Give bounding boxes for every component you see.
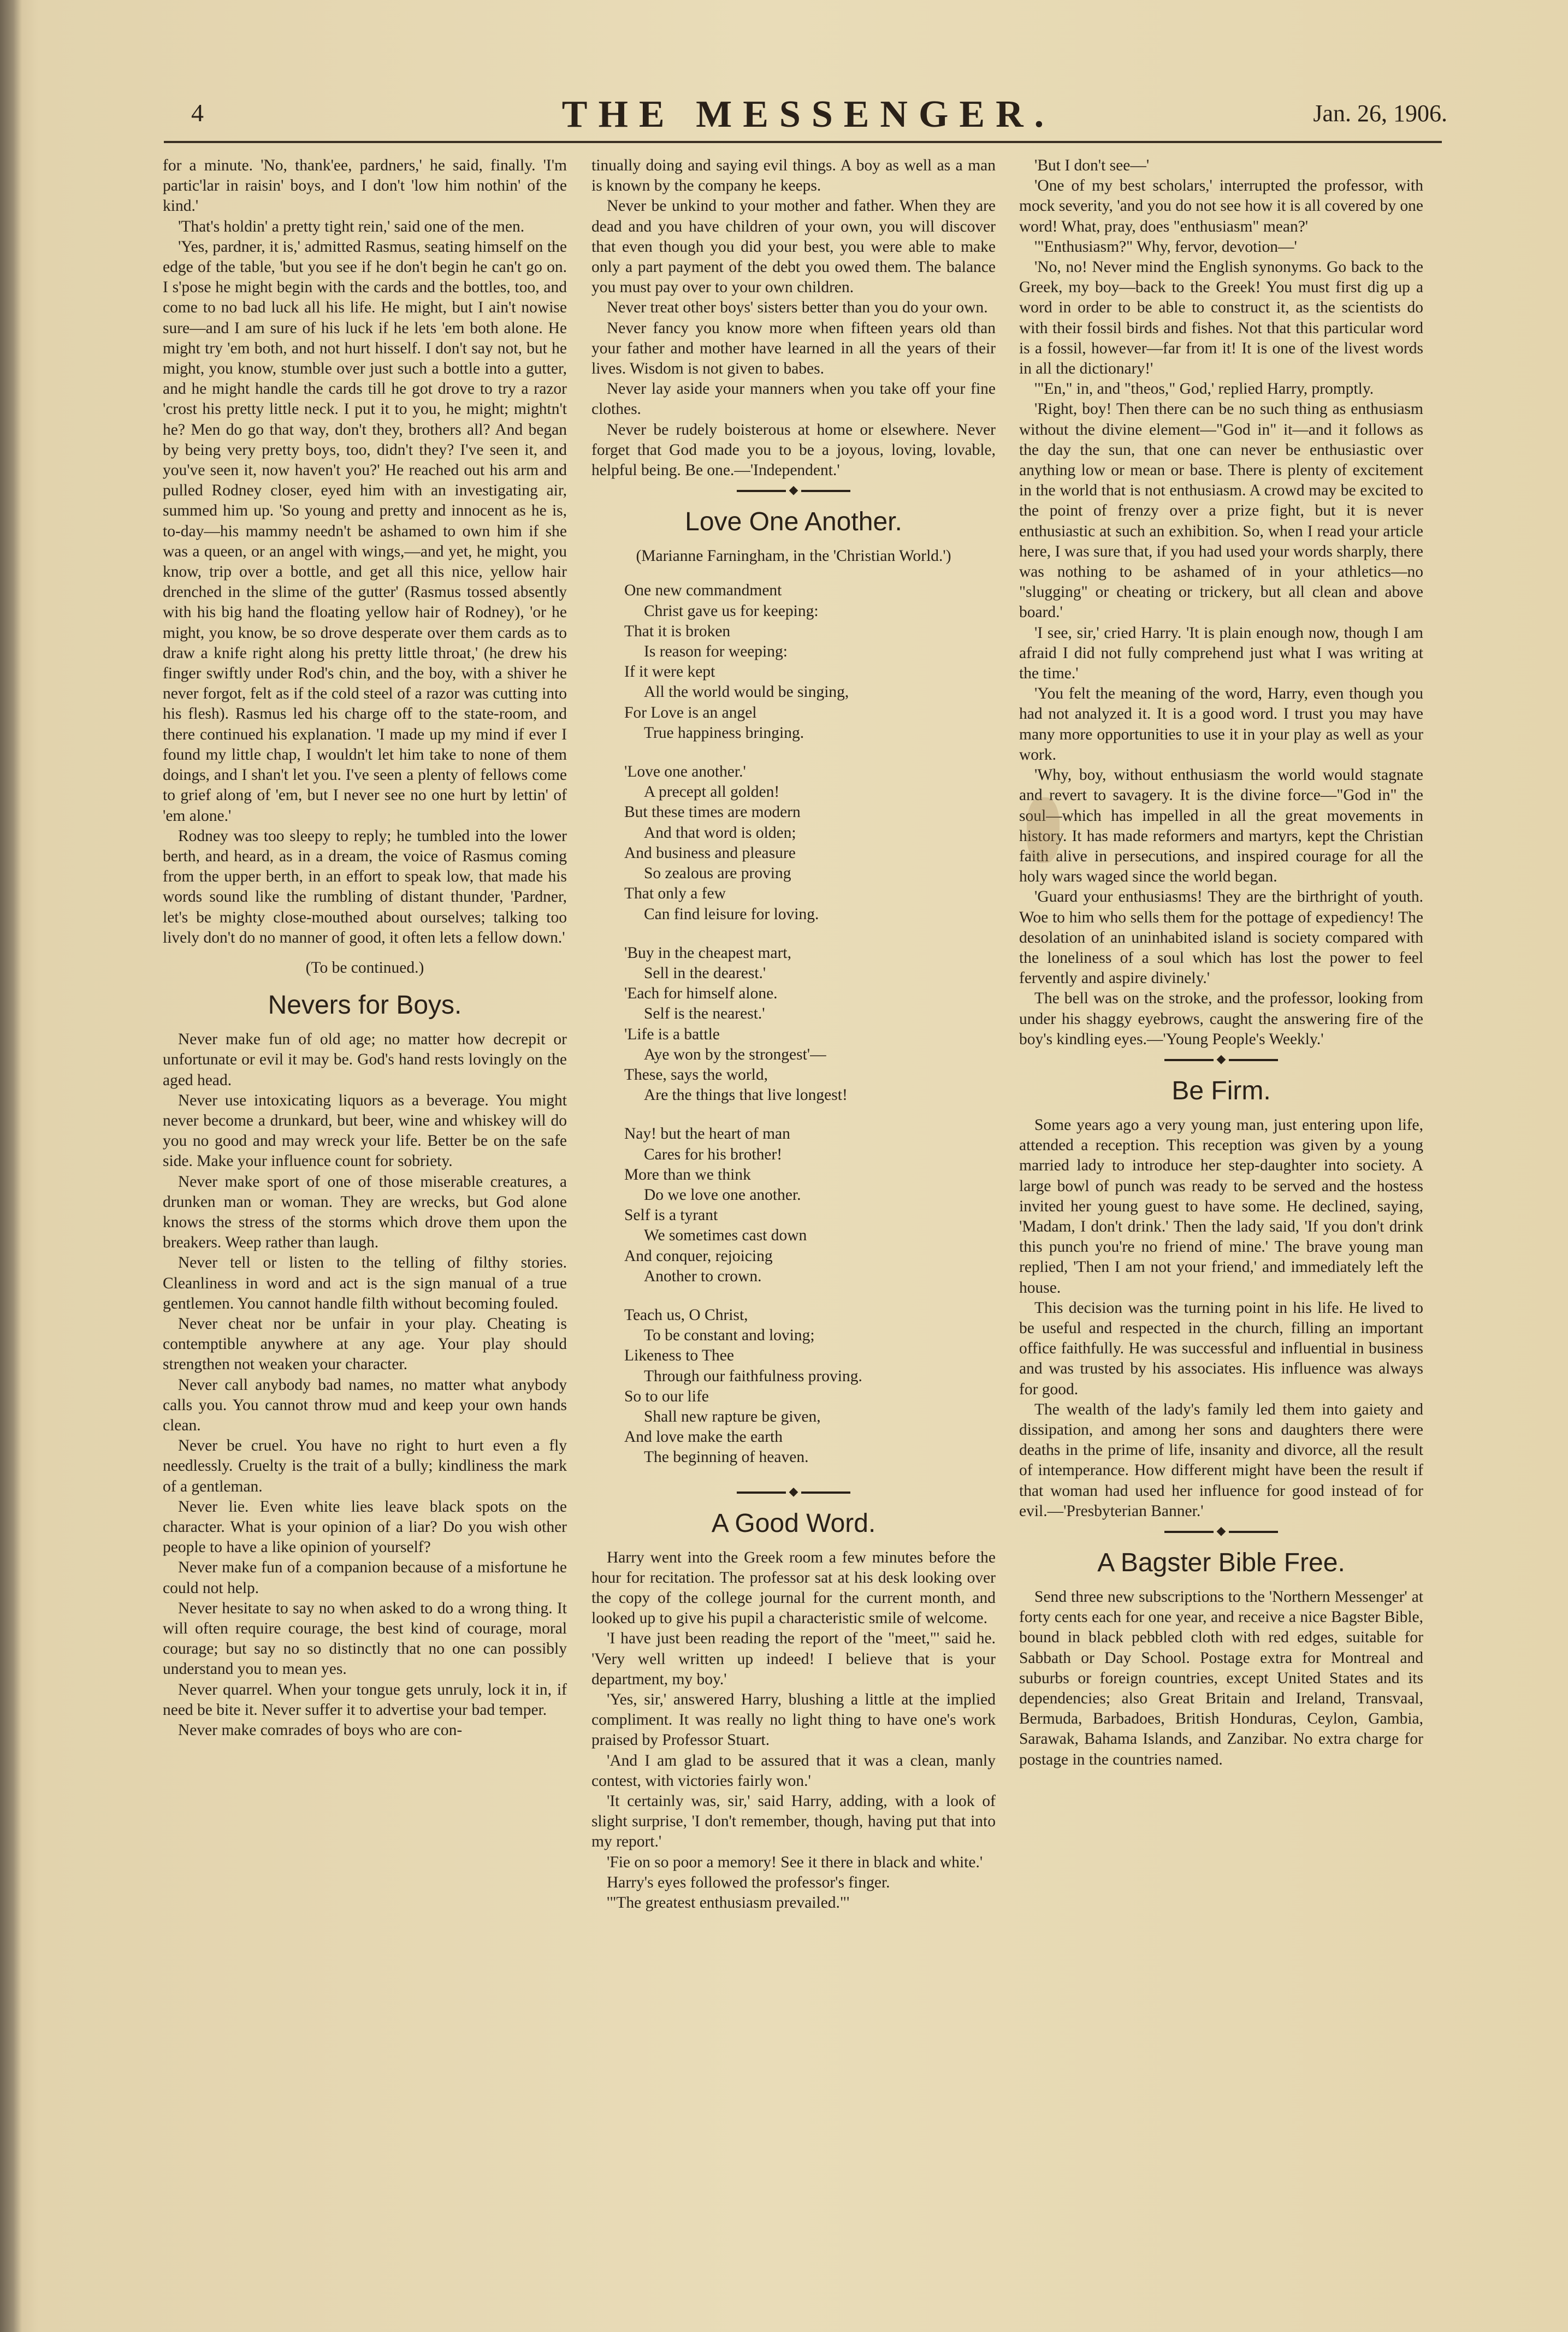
nevers-item: Never fancy you know more when fifteen years old than your father and mother have learned in all the years of their lives. Wisdom is not given to babes. [591,319,996,378]
poem-line: Self is a tyrant [624,1206,718,1224]
poem-source: (Marianne Farningham, in the 'Christian World.') [636,547,951,565]
poem-line: 'Buy in the cheapest mart, [624,944,791,962]
section-divider: ◆ [1019,1054,1423,1064]
poem-line: One new commandment [624,582,782,600]
poem-line: The beginning of heaven. [644,1448,809,1466]
column-2 [591,156,996,1913]
header-rule [164,141,1442,143]
poem-line: Can find leisure for loving. [644,905,819,923]
poem-stanza [624,762,996,925]
article-paragraph: 'Yes, sir,' answered Harry, blushing a little at the implied compliment. It was really no light thing to have one's work praised by Professor Stuart. [591,1691,996,1749]
article-paragraph: 'But I don't see—' [1034,157,1150,174]
poem-line: True happiness bringing. [644,724,804,742]
article-paragraph: 'It certainly was, sir,' said Harry, adding, with a look of slight surprise, 'I don't remember, though, having put that into my report.' [591,1792,996,1851]
article-paragraph: 'Guard your enthusiasms! They are the birthright of youth. Woe to him who sells them for the pottage of expediency! The desolation of an uninhabited island is society compared with the loneliness of a soul which has lost the power to feel fervently and aspire divinely.' [1019,888,1423,987]
binding-edge [0,0,22,2332]
article-paragraph: 'You felt the meaning of the word, Harry, even though you had not analyzed it. It is a good word. I trust you may have many more opportunities to use it in your play as well as your work. [1019,685,1423,763]
article-paragraph: Harry went into the Greek room a few minutes before the hour for recitation. The professor sat at his desk looking over the copy of the college journal for the current month, and looked up to give his pupil a characteristic smile of welcome. [591,1548,996,1627]
article-paragraph: 'Why, boy, without enthusiasm the world would stagnate and revert to savagery. It is the divine force—"God in" the soul—which has impelled in all the great movements in history. It has made reformers and martyrs, kept the Christian faith alive in persecutions, and inspired courage for all the holy wars waged since the world began. [1019,766,1423,886]
article-title-bible: A Bagster Bible Free. [1097,1548,1345,1577]
masthead: THE MESSENGER. [561,93,1055,135]
poem-line: So zealous are proving [644,865,791,883]
column-3 [1019,156,1423,1770]
poem-line: Self is the nearest.' [644,1005,765,1023]
article-title-be-firm: Be Firm. [1171,1076,1271,1105]
poem-stanza [624,943,996,1106]
article-paragraph: The bell was on the stroke, and the professor, looking from under his shaggy eyebrows, caught the answering fire of the boy's kindling eyes.—'Young People's Weekly.' [1019,990,1423,1048]
poem-stanza [624,1305,996,1468]
poem-line: More than we think [624,1165,751,1183]
poem-line: 'Life is a battle [624,1025,720,1043]
poem-line: 'Love one another.' [624,763,746,781]
poem-line: These, says the world, [624,1066,768,1084]
nevers-item: Never make fun of old age; no matter how decrepit or unfortunate or evil it may be. God's hand rests lovingly on the aged head. [163,1031,567,1089]
poem-line: Are the things that live longest! [644,1086,848,1104]
poem-line: If it were kept [624,663,715,681]
article-paragraph: This decision was the turning point in his life. He lived to be useful and respected in the church, filling an important office faithfully. He was successful and influential in business and was trusted by his associates. His influence was always for good. [1019,1299,1423,1398]
nevers-item: Never hesitate to say no when asked to do a wrong thing. It will often require courage, the best kind of courage, moral courage; but say no so distinctly that no one can possibly understand you to mean yes. [163,1599,567,1678]
poem-line: But these times are modern [624,803,801,821]
poem-line: Aye won by the strongest'— [644,1045,826,1063]
article-paragraph: Harry's eyes followed the professor's finger. [607,1873,890,1891]
article-paragraph: '"The greatest enthusiasm prevailed."' [607,1894,850,1912]
article-paragraph: 'I have just been reading the report of the "meet,"' said he. 'Very well written up indeed! I believe that is your department, my boy.' [591,1630,996,1688]
article-paragraph: '"En," in, and "theos," God,' replied Harry, promptly. [1034,380,1374,398]
nevers-item: Never make fun of a companion because of a misfortune he could not help. [163,1559,567,1597]
poem-line: A precept all golden! [644,783,780,801]
section-divider: ◆ [1019,1526,1423,1536]
article-paragraph: 'No, no! Never mind the English synonyms. Go back to the Greek, my boy—back to the Greek! You must first dig up a word in order to be able to construct it, as the scientists do with their fossil birds and fishes. Not that this particular word is a fossil, however—far from it! It is one of the livest words in all the dictionary!' [1019,258,1423,378]
poem-line: Cares for his brother! [644,1145,783,1163]
poem-line: Shall new rapture be given, [644,1407,821,1425]
poem-line: Teach us, O Christ, [624,1306,748,1324]
article-title-good-word: A Good Word. [711,1508,876,1538]
poem-line: Nay! but the heart of man [624,1125,790,1143]
section-divider: ◆ [591,1487,996,1496]
poem-line: Sell in the dearest.' [644,964,766,982]
story-paragraph: for a minute. 'No, thank'ee, pardners,' he said, finally. 'I'm partic'lar in raisin' boys, and I don't 'low him nothin' of the kind.' [163,157,567,215]
nevers-item: Never quarrel. When your tongue gets unruly, lock it in, if need be bite it. Never suffer it to advertise your bad temper. [163,1680,567,1719]
paper-stain [1027,797,1060,863]
poem-stanza [624,581,996,743]
poem-line: So to our life [624,1387,709,1405]
article-paragraph: 'Right, boy! Then there can be no such thing as enthusiasm without the divine element—"God in" it—and it follows as the day the sun, that one can never be enthusiastic over anything low or mean or base. There is plenty of excitement in the world that is not enthusiasm. A crowd may be excited to the point of frenzy over a prize fight, but it is never enthusiastic at such an exhibition. So, when I read your article here, I was sure that, if you had used your words sharply, there was nothing to be ashamed of in your athletics—no "slugging" or cheating or trickery, but all clean and above board.' [1019,400,1423,622]
poem-line: Is reason for weeping: [644,643,788,661]
article-paragraph: 'One of my best scholars,' interrupted the professor, with mock severity, 'and you do not see how it is all covered by one word! What, pray, does "enthusiasm" mean?' [1019,177,1423,235]
page-header [180,93,1447,137]
poem-line: 'Each for himself alone. [624,985,778,1003]
poem-line: Likeness to Thee [624,1347,734,1365]
nevers-item: tinually doing and saying evil things. A boy as well as a man is known by the company he keeps. [591,157,996,195]
to-be-continued: (To be continued.) [305,958,424,976]
poem [624,581,996,1467]
article-paragraph: Some years ago a very young man, just entering upon life, attended a reception. This reception was given by a young married lady to introduce her step-daughter into society. A large bowl of punch was ready to be served and the hostess invited her young guest to have some. He declined, saying, 'Madam, I don't drink.' Then the lady said, 'If you don't drink this punch you're no friend of mine.' The brave young man replied, 'Then I am not your friend,' and immediately left the house. [1019,1116,1423,1297]
article-paragraph: 'Fie on so poor a memory! See it there in black and white.' [607,1853,983,1871]
poem-line: That it is broken [624,622,731,640]
nevers-item: Never lay aside your manners when you take off your fine clothes. [591,380,996,418]
poem-stanza [624,1124,996,1287]
page-number: 4 [191,99,204,127]
nevers-item: Never treat other boys' sisters better than you do your own. [607,299,988,317]
nevers-item: Never cheat nor be unfair in your play. Cheating is contemptible anywhere at any age. Your play should strengthen not weaken your character. [163,1315,567,1374]
article-paragraph: 'I see, sir,' cried Harry. 'It is plain enough now, though I am afraid I did not fully comprehend just what I was writing at the time.' [1019,624,1423,683]
nevers-item: Never call anybody bad names, no matter what anybody calls you. You cannot throw mud and keep your own hands clean. [163,1376,567,1434]
nevers-item: Never make sport of one of those miserable creatures, a drunken man or woman. They are wrecks, but God alone knows the stress of the storms which drove them upon the breakers. Weep rather than laugh. [163,1173,567,1252]
poem-line: Christ gave us for keeping: [644,602,819,620]
poem-line: And that word is olden; [644,824,796,842]
poem-line: Another to crown. [644,1267,762,1285]
issue-date: Jan. 26, 1906. [1313,100,1447,127]
nevers-item: Never be cruel. You have no right to hurt even a fly needlessly. Cruelty is the trait of a bully; kindliness the mark of a gentleman. [163,1437,567,1495]
poem-line: That only a few [624,885,726,903]
nevers-item: Never be rudely boisterous at home or elsewhere. Never forget that God made you to be a joyous, loving, lovable, helpful being. Be one.—'Independent.' [591,421,996,480]
column-1 [163,156,567,1741]
article-title-love: Love One Another. [685,507,902,537]
story-paragraph: 'That's holdin' a pretty tight rein,' said one of the men. [178,217,525,235]
poem-line: And business and pleasure [624,844,796,862]
nevers-item: Never lie. Even white lies leave black spots on the character. What is your opinion of a liar? Do you wish other people to have a like opinion of yourself? [163,1498,567,1556]
article-paragraph: The wealth of the lady's family led them into gaiety and dissipation, and among her sons and daughters there were deaths in the prime of life, insanity and divorce, all the result of intemperance. How different might have been the result if that woman had used her influence for good instead of for evil.—'Presbyterian Banner.' [1019,1400,1423,1520]
article-paragraph: 'And I am glad to be assured that it was a clean, manly contest, with victories fairly won.' [591,1751,996,1790]
poem-line: Through our faithfulness proving. [644,1367,862,1385]
section-divider: ◆ [591,485,996,495]
poem-line: And conquer, rejoicing [624,1247,773,1265]
nevers-item: Never use intoxicating liquors as a beverage. You might never become a drunkard, but beer, wine and whiskey will do you no good and may wreck your life. Better be on the safe side. Make your influence count for sobriety. [163,1091,567,1170]
nevers-item: Never make comrades of boys who are con- [178,1721,463,1739]
poem-line: To be constant and loving; [644,1327,815,1345]
nevers-item: Never tell or listen to the telling of filthy stories. Cleanliness in word and act is the sign manual of a true gentlemen. You cannot handle filth without becoming fouled. [163,1254,567,1312]
story-paragraph: Rodney was too sleepy to reply; he tumbled into the lower berth, and heard, as in a dream, the voice of Rasmus coming from the upper berth, in an effort to speak low, that made his words sound like the rumbling of distant thunder, 'Pardner, let's be mighty close-mouthed about ourselves; talking too lively don't do no manner of good, it often lets a fellow down.' [163,827,567,946]
poem-line: And love make the earth [624,1428,783,1446]
article-paragraph: '"Enthusiasm?" Why, fervor, devotion—' [1034,238,1297,256]
poem-line: All the world would be singing, [644,683,849,701]
article-title-nevers: Nevers for Boys. [268,991,462,1020]
poem-line: We sometimes cast down [644,1227,807,1245]
poem-line: For Love is an angel [624,703,757,721]
poem-line: Do we love one another. [644,1186,801,1204]
nevers-item: Never be unkind to your mother and father. When they are dead and you have children of your own, you will discover that even though you did your best, you were able to make only a part payment of the debt you owed them. The balance you must pay over to your own children. [591,197,996,297]
advertisement-paragraph: Send three new subscriptions to the 'Northern Messenger' at forty cents each for one year, and receive a nice Bagster Bible, bound in black pebbled cloth with red edges, suitable for Sabbath or Day School. Postage extra for Montreal and suburbs or foreign countries, except United States and its dependencies; also Great Britain and Ireland, Transvaal, Bermuda, Barbadoes, British Honduras, Ceylon, Gambia, Sarawak, Bahama Islands, and Zanzibar. No extra charge for postage in the countries named. [1019,1588,1423,1768]
story-paragraph: 'Yes, pardner, it is,' admitted Rasmus, seating himself on the edge of the table, 'but you see if he don't begin he can't go on. I s'pose he might begin with the cards and the bottles, too, and come to no bad luck all his life. He might, but I ain't nowise sure—and I am sure of his luck if he lets 'em both alone. He might try 'em both, and not hurt hisself. I don't say not, but he might, you know, stumble over just such a bottle into a gutter, and he might handle the cards till he got drove to try a razor 'crost his pretty little neck. I put it to you, he might; mightn't he? Men do go that way, don't they, brothers all? And began by being very pretty boys, too, didn't they? I've seen it, and you've seen it, now haven't you?' He reached out his arm and pulled Rodney closer, eyed him with an investigating air, summed him up. 'So young and pretty and innocent as he is, to-day—his mammy needn't be ashamed to own him if she was a queen, or an angel with wings,—and yet, he might, you know, trip over a bottle, and get all this nice, yellow hair drenched in the slime of the gutter' (Rasmus tossed absently with his big hand the floating yellow hair of Rodney), 'or he might, you know, be so drove desperate over them cards as to draw a knife right along his pretty little throat,' (he drew his finger swiftly under Rod's chin, and the boy, with a shiver he never forgot, felt as if the cold steel of a razor was cutting into his flesh). Rasmus led his charge off to the state-room, and there continued his explanation. 'I made up my mind if ever I found my little chap, I wouldn't let him take to none of them doings, and I shan't let you. I've seen a plenty of fellows come to grief along of 'em, but I never see no one hurt by lettin' of 'em alone.' [163,238,567,825]
